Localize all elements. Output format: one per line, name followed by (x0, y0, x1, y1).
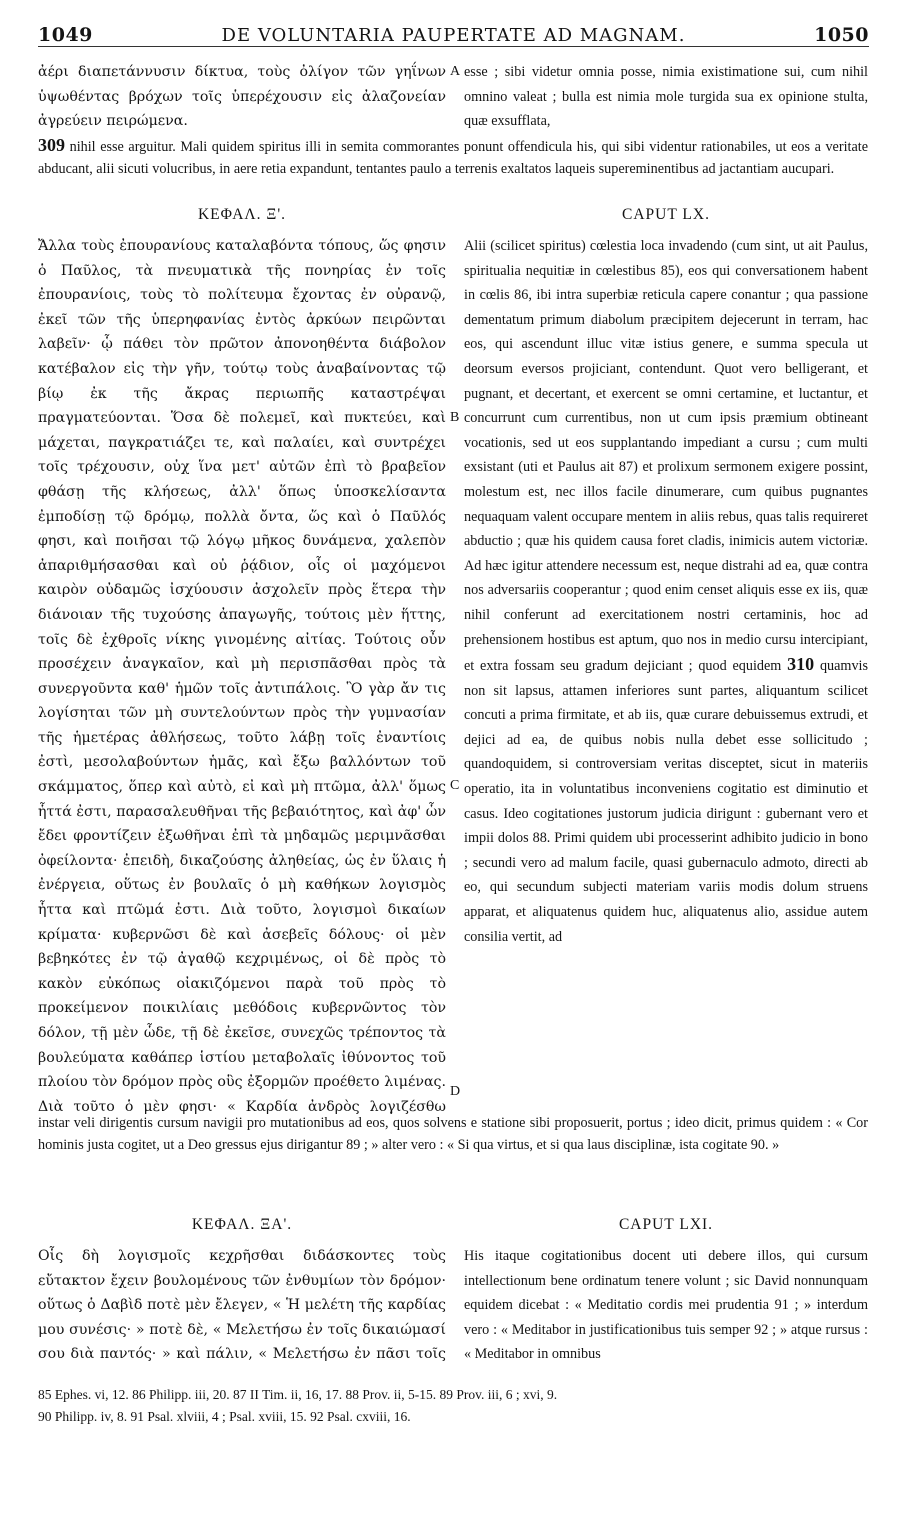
greek-chapter-60-text: Ἄλλα τοὺς ἐπουρανίους καταλαβόντα τόπους, ὥς φησιν ὁ Παῦλος, τὰ πνευματικὰ τῆς πονηρίας ἐν τοῖς ἐπουρανίοις, τοὺς τὸ πολίτευμα ἔχοντας ἐν οὐρανῷ, ἐκεῖ τῶν τῆς ὑπερηφανίας ἐντὸς ἀρκύων πειρῶνται λαβεῖν· ᾧ πάθει τὸν πρῶτον ἀπονοηθέντα διάβολον κατέβαλον εἰς τὴν γῆν, τούτῳ τοὺς ἀναβαίνοντας τῷ βίῳ ἐκ τῆς ἄκρας περιωπῆς καταστρέψαι πραγματεύονται. Ὅσα δὲ πολεμεῖ, καὶ πυκτεύει, καὶ μάχεται, παγκρατιάζει τε, καὶ παλαίει, καὶ συντρέχει τοῖς τρέχουσιν, οὐχ ἵνα μετ' αὐτῶν ἐπὶ τὸ βραβεῖον φθάσῃ τῆς κλήσεως, ἀλλ' ὅπως ὑποσκελίσαντα ἐμποδίσῃ τῷ δρόμῳ, πολλὰ ὄντα, ὥς καὶ ὁ Παῦλός φησι, καὶ ποιῆσαι τῷ λόγῳ μῆκος δυνάμενα, χαλεπὸν ἀπαριθμήσασθαι καὶ οὐ ῥᾴδιον, οἷς οἱ μαχόμενοι καιρὸν οὐδαμῶς ἰσχύουσιν ἀσχολεῖν πρὸς ἕτερα τὴν διάνοιαν τῆς τυχούσης ἀπαγωγῆς, τούτοις μὲν ἥττης, τοῖς δὲ ἐχθροῖς νίκης γινομένης αἰτίας. Τούτοις οὖν προσέχειν ἀναγκαῖον, καὶ μὴ περισπᾶσθαι πρὸς τὰ συνεργοῦντα καθ' ἡμῶν τοῖς ἀντιπάλοις. Ὃ γὰρ ἄν τις λογίσηται τῶν μὴ συντελούντων πρὸς τὴν γυμνασίαν τῆς ἡμετέρας ἀθλήσεως, τοῦτο λάβῃ τοῖς ἐναντίοις ἐστὶ, μεσολαβούντων ἡμᾶς, καὶ ἔξω βαλλόντων τοῦ σκάμματος, ὅπερ καὶ αὐτὸ, εἰ καὶ μὴ πτῶμα, ἀλλ' ὅμως ἧττά ἐστι, παρασαλευθῆναι τῆς βεβαιότητος, καὶ ἀφ' ὧν ἔδει φροντίζειν ἐξωθῆναι ἐπὶ τὰ μηδαμῶς μεριμνᾶσθαι ὀφείλοντα· ἐπειδὴ, δικαζούσης ἀληθείας, ὡς ἐν ὕλαις ἡ ἐνέργεια, οὕτως ἐν βουλαῖς ὁ μὴ καθήκων λογισμὸς ἧττα καὶ πτῶμά ἐστι. Διὰ τοῦτο, λογισμοὶ δικαίων κρίματα· κυβερνῶσι δὲ καὶ ἀσεβεῖς δόλους· οἱ μὲν βεβηκότες ἐν τῷ ἀγαθῷ κεχριμένως, οἱ δὲ πρὸς τὸ κακὸν εὐκόπως οἰακιζόμενοι παρὰ τοῦ πρὸς τὸ προκείμενον ποικιλίαις μεθόδοις κυβερνῶντος τὸν δόλον, τῇ μὲν ὧδε, τῇ δὲ ἐκεῖσε, συνεχῶς τρέποντος τὰ βουλεύματα καθάπερ ἱστίου μεταβολαῖς ἰθύνοντος τοῦ πλοίου τὸν δρόμον πρὸς οὓς ἐξορμῶν προέθετο λιμένας. Διὰ τοῦτο ὁ μὲν φησι· « Καρδία ἀνδρὸς λογιζέσθω (38, 238, 446, 1114)
top-latin-text: esse ; sibi videtur omnia posse, nimia existimatione sui, cum nihil omnino valeat ; bulla est nimia mole turgida sua ex opinione stulta, quæ exsufflata, (464, 64, 868, 130)
chapter-60-full-width-text: instar veli dirigentis cursum navigii pro mutationibus ad eos, quos solvens e statione sibi proposuerit, portus ; ideo dicit, primus quidem : « Cor hominis justa cogitet, ut a Deo gressus ejus dirigantur 89 ; » alter vero : « Si qua virtus, et si qua laus disciplinæ, ista cogitate 90. » (38, 1115, 868, 1153)
latin-chapter-60-text: Alii (scilicet spiritus) cœlestia loca invadendo (cum sint, ut ait Paulus, spiritualia nequitiæ in cœlestibus 85), eos qui conversationem habent in cœlis 86, ibi intra superbiæ reticula capere conantur ; qua passione dementatum primum diabolum præcipitem dejecerunt in terram, hac eos, qui ascendunt illuc vitæ istius genere, e summa specula ut deorsum eversos projiciant, contendunt. Quot vero belligerant, et pugnant, et decertant, et exercent se omni certamine, et luctantur, et concurrunt cum currentibus, non ut cum ipsis præmium obtineant vocationis, sed ut eos supplantando impediant a cursu ; cum multi exsistant (uti et Paulus ait 87) et prolixum sermonem exigere possint, molestum est, nec illos facile dinumerare, cum quibus pugnantes nequaquam valent occupare mentem in aliis rebus, quas talis requireret abductio ; quæ his quidem causa foret cladis, inimicis autem victoriæ. Ad hæc igitur attendere necessum est, neque distrahi ad ea, quæ contra nos adversariis cooperantur ; quod enim censet aliquis esse ex iis, quæ nihil conferunt ad exercitationem nostri certaminis, hoc ad prehensionem hostibus est aptum, quo nos in medio cursu intercipiant, et extra fossam seu gradum dejiciant ; quod equidem 310 quamvis non sit lapsus, attamen inferiores sunt partes, aliquantum scilicet concuti a prima firmitate, et ab iis, quæ curare debuissemus extrudi, et dejici ad ea, de quibus nobis nulla debet esse sollicitudo ; quandoquidem, si controversiam veritas disceptet, sicut in materiis operatio, ita in voluntatibus inconveniens cogitatio est diminutio et casus. Ideo cogitationes justorum judicia dirigunt : gubernant vero et impii dolos 88. Primi quidem ubi processerint adhibito judicio in bono ; secundi vero ad malum facile, quasi gubernaculo admoto, directi ab eo, qui secundum subjecti materiam variis modis dolum struens apparat, et aliquatenus quidem huc, aliquatenus alio, assidue autem consilia vertit, ad (464, 238, 868, 945)
right-column-number: 1050 (814, 24, 869, 46)
latin-chapter-61-text: His itaque cogitationibus docent uti debere illos, qui cursum intellectionum bene ordinatum tenere volunt ; sic David nonnunquam equidem dicebat : « Meditatio cordis mei prudentia 91 ; » interdum vero : « Meditabor in justificationibus tuis semper 92 ; » atque rursus : « Meditabor in omnibus (464, 1248, 868, 1363)
footnotes-line-2: 90 Philipp. iv, 8. 91 Psal. xlviii, 4 ; Psal. xviii, 15. 92 Psal. cxviii, 16. (38, 1409, 411, 1424)
margin-letter-c: C (450, 778, 460, 793)
column-number-310: 310 (787, 654, 815, 675)
column-number-309: 309 (38, 135, 65, 155)
greek-chapter-heading-61: ΚΕΦΑΛ. ΞΑ'. (191, 1216, 293, 1233)
margin-letter-a: A (450, 64, 461, 79)
margin-letter-d: D (450, 1084, 461, 1099)
left-column-number: 1049 (38, 24, 93, 46)
latin-chapter-heading-60: CAPUT LX. (622, 206, 710, 223)
running-title: DE VOLUNTARIA PAUPERTATE AD MAGNAM. (221, 25, 686, 46)
footnotes (38, 1384, 868, 1428)
greek-chapter-heading-60: ΚΕΦΑΛ. Ξ'. (197, 206, 287, 223)
margin-letter-b: B (450, 410, 460, 425)
footnotes-line-1: 85 Ephes. vi, 12. 86 Philipp. iii, 20. 87 II Tim. ii, 16, 17. 88 Prov. ii, 5-15. 89 Prov. iii, 6 ; xvi, 9. (38, 1387, 558, 1402)
top-greek-text: ἀέρι διαπετάννυσιν δίκτυα, τοὺς ὀλίγον τῶν γηΐνων ὑψωθέντας βρόχων τοῖς ὑπερέχουσιν εἰς ἀλαζονείαν ἀγρεύειν πειρώμενα. (38, 64, 446, 130)
latin-chapter-heading-61: CAPUT LXI. (618, 1216, 714, 1233)
greek-chapter-61-text: Οἷς δὴ λογισμοῖς κεχρῆσθαι διδάσκοντες τοὺς εὔτακτον ἔχειν βουλομένους τῶν ἐνθυμίων τὸν δρόμον· οὕτως ὁ Δαβὶδ ποτὲ μὲν ἔλεγεν, « Ἡ μελέτη τῆς καρδίας μου συνέσις· » ποτὲ δὲ, « Μελετήσω ἐν τοῖς δικαιώμασί σου διὰ παντός· » καὶ πάλιν, « Μελετήσω ἐν πᾶσι τοῖς (38, 1248, 446, 1363)
top-full-width-text: 309 nihil esse arguitur. Mali quidem spiritus illi in semita commorantes ponunt offendicula his, qui sibi videntur rationabiles, ut eos a veritate abducant, alii sicuti volucribus, in aere retia expandunt, tentantes paulo a terrenis exaltatos laqueis supereminentibus ad jactantiam aucupari. (38, 135, 869, 177)
page-header (38, 6, 869, 47)
